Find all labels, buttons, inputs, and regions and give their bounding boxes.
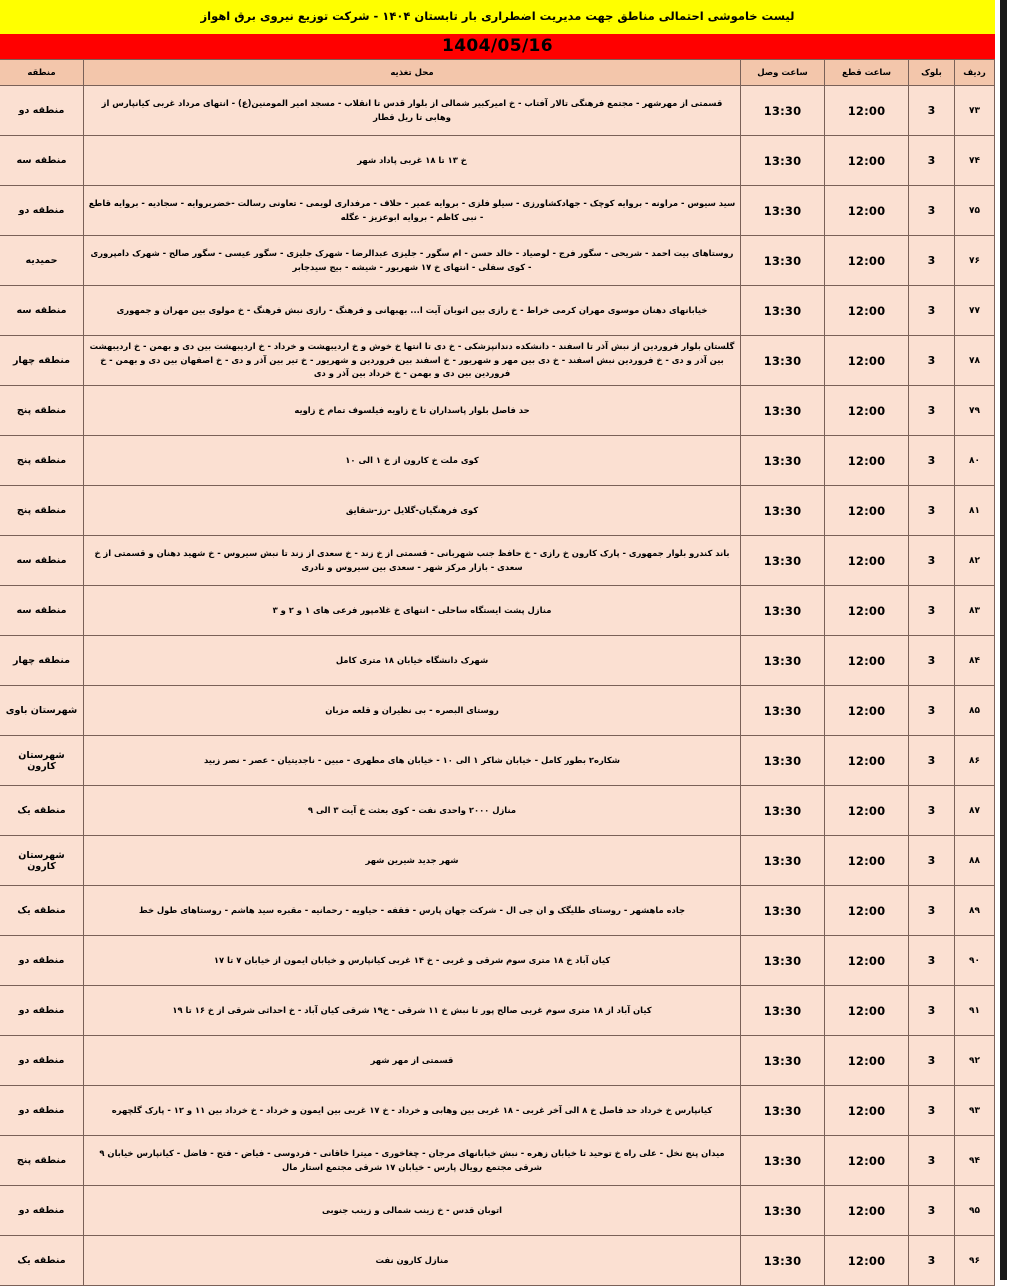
cell-mahal: قسمتی از مهرشهر - مجتمع فرهنگی تالار آفتاب - خ امیرکبیر شمالی از بلوار قدس تا انقلاب - مسجد امیر المومنین(ع) - انتهای مرداد غربی کیانپارس از وهابی تا ریل قطار [84, 86, 741, 136]
outage-table [0, 59, 995, 1286]
table-row [0, 936, 995, 986]
cell-block: 3 [909, 286, 955, 336]
cell-block: 3 [909, 1036, 955, 1086]
cell-block: 3 [909, 936, 955, 986]
table-row [0, 1086, 995, 1136]
cell-block: 3 [909, 136, 955, 186]
table-row [0, 286, 995, 336]
cell-radif: ۸۳ [955, 586, 995, 636]
table-row [0, 886, 995, 936]
table-row [0, 486, 995, 536]
table-row [0, 836, 995, 886]
cell-block: 3 [909, 86, 955, 136]
cell-ghat: 12:00 [825, 186, 909, 236]
cell-mantaghe: منطقه چهار [0, 636, 84, 686]
cell-mahal: اتوبان قدس - خ زینب شمالی و زینب جنوبی [84, 1186, 741, 1236]
cell-mahal: روستاهای بیت احمد - شریحی - سگور فرج - لوصیاد - خالد حسن - ام سگور - جلیزی عبدالرضا - شهرک جلیزی - سگور عیسی - سگور صالح - شهرک دامپروری - کوی سفلی - انتهای خ ۱۷ شهریور - شیشه - بیج سیدجابر [84, 236, 741, 286]
cell-mantaghe: منطقه چهار [0, 336, 84, 386]
cell-radif: ۹۲ [955, 1036, 995, 1086]
cell-block: 3 [909, 836, 955, 886]
table-row [0, 1136, 995, 1186]
cell-radif: ۸۷ [955, 786, 995, 836]
cell-mahal: منازل ۲۰۰۰ واحدی نفت - کوی بعثت خ آیت ۳ الی ۹ [84, 786, 741, 836]
cell-mantaghe: منطقه پنج [0, 386, 84, 436]
cell-radif: ۷۷ [955, 286, 995, 336]
cell-mantaghe: شهرستان کارون [0, 836, 84, 886]
cell-mantaghe: منطقه پنج [0, 486, 84, 536]
cell-vasl: 13:30 [741, 936, 825, 986]
cell-mahal: منازل کارون نفت [84, 1236, 741, 1286]
cell-block: 3 [909, 1086, 955, 1136]
cell-mantaghe: منطقه سه [0, 536, 84, 586]
cell-vasl: 13:30 [741, 736, 825, 786]
cell-mahal: باند کندرو بلوار جمهوری - پارک کارون خ رازی - خ حافظ جنب شهربانی - قسمتی از خ زند - خ سعدی از زند تا نبش سیروس - خ شهید دهنان و قسمتی از خ سعدی - بازار مرکز شهر - سعدی بین سیروس و نادری [84, 536, 741, 586]
cell-block: 3 [909, 786, 955, 836]
cell-radif: ۷۴ [955, 136, 995, 186]
cell-radif: ۹۰ [955, 936, 995, 986]
cell-mantaghe: شهرستان باوی [0, 686, 84, 736]
cell-radif: ۸۱ [955, 486, 995, 536]
cell-radif: ۸۶ [955, 736, 995, 786]
cell-vasl: 13:30 [741, 286, 825, 336]
cell-mahal: روستای البصره - بی نظیران و قلعه مزبان [84, 686, 741, 736]
cell-vasl: 13:30 [741, 486, 825, 536]
page-right-edge [995, 0, 1009, 1280]
table-row [0, 736, 995, 786]
table-row [0, 786, 995, 836]
cell-vasl: 13:30 [741, 1186, 825, 1236]
cell-radif: ۷۵ [955, 186, 995, 236]
cell-ghat: 12:00 [825, 936, 909, 986]
cell-radif: ۹۵ [955, 1186, 995, 1236]
table-row [0, 636, 995, 686]
cell-block: 3 [909, 886, 955, 936]
cell-block: 3 [909, 186, 955, 236]
cell-block: 3 [909, 1136, 955, 1186]
table-row [0, 236, 995, 286]
cell-mantaghe: منطقه سه [0, 286, 84, 336]
cell-vasl: 13:30 [741, 636, 825, 686]
cell-mahal: خ ۱۳ تا ۱۸ غربی پاداد شهر [84, 136, 741, 186]
cell-radif: ۸۲ [955, 536, 995, 586]
cell-mahal: شهرک دانشگاه خیابان ۱۸ متری کامل [84, 636, 741, 686]
cell-radif: ۹۴ [955, 1136, 995, 1186]
table-row [0, 1236, 995, 1286]
cell-ghat: 12:00 [825, 236, 909, 286]
cell-mahal: خیابانهای دهنان موسوی مهران کرمی خراط - خ رازی بین اتوبان آیت ا... بهبهانی و فرهنگ - رازی نبش فرهنگ - خ مولوی بین مهران و جمهوری [84, 286, 741, 336]
cell-vasl: 13:30 [741, 136, 825, 186]
cell-radif: ۸۴ [955, 636, 995, 686]
cell-mahal: کیان آباد خ ۱۸ متری سوم شرقی و غربی - خ ۱۴ غربی کیانپارس و خیابان ایمون از خیابان ۷ تا ۱۷ [84, 936, 741, 986]
cell-mahal: گلستان بلوار فروردین از نبش آذر تا اسفند - دانشکده دندانپزشکی - خ دی تا انتها خ خوش و خ اردیبهشت و خرداد - خ اردیبهشت بین دی و بهمن - خ اردیبهشت بین آذر و دی - خ فروردین نبش اسفند - خ دی بین مهر و شهریور - خ اسفند بین فروردین و شهریور - خ تیر بین آذر و دی - خ اصفهان بین دی و بهمن - خ فروردین بین دی و بهمن - خ خرداد بین آذر و دی [84, 336, 741, 386]
cell-ghat: 12:00 [825, 1186, 909, 1236]
cell-mantaghe: منطقه پنج [0, 1136, 84, 1186]
table-row [0, 1186, 995, 1236]
schedule-date: 1404/05/16 [0, 34, 995, 59]
table-row [0, 1036, 995, 1086]
cell-mantaghe: منطقه دو [0, 1086, 84, 1136]
cell-vasl: 13:30 [741, 1036, 825, 1086]
cell-ghat: 12:00 [825, 1236, 909, 1286]
cell-ghat: 12:00 [825, 536, 909, 586]
cell-vasl: 13:30 [741, 436, 825, 486]
cell-vasl: 13:30 [741, 1236, 825, 1286]
cell-vasl: 13:30 [741, 586, 825, 636]
cell-block: 3 [909, 486, 955, 536]
cell-radif: ۷۳ [955, 86, 995, 136]
cell-mantaghe: منطقه دو [0, 936, 84, 986]
table-body [0, 86, 995, 1286]
cell-mantaghe: حمیدیه [0, 236, 84, 286]
cell-vasl: 13:30 [741, 886, 825, 936]
cell-mahal: میدان پنج نخل - علی راه خ توحید تا خیابان زهره - نبش خیابانهای مرجان - چغاخوری - میترا خاقانی - فردوسی - فیاض - فتح - فاضل - کیانپارس خیابان ۹ شرقی مجتمع رویال پارس - خیابان ۱۷ شرقی مجتمع استار مال [84, 1136, 741, 1186]
table-row [0, 686, 995, 736]
cell-ghat: 12:00 [825, 86, 909, 136]
column-header-ghat: ساعت قطع [825, 60, 909, 86]
cell-mantaghe: منطقه دو [0, 1036, 84, 1086]
cell-block: 3 [909, 986, 955, 1036]
cell-block: 3 [909, 236, 955, 286]
cell-vasl: 13:30 [741, 536, 825, 586]
table-row [0, 436, 995, 486]
column-header-mahal: محل تغذیه [84, 60, 741, 86]
table-row [0, 86, 995, 136]
table-row [0, 986, 995, 1036]
cell-radif: ۷۹ [955, 386, 995, 436]
cell-mantaghe: منطقه پنج [0, 436, 84, 486]
cell-block: 3 [909, 586, 955, 636]
table-row [0, 136, 995, 186]
cell-radif: ۹۳ [955, 1086, 995, 1136]
cell-ghat: 12:00 [825, 336, 909, 386]
cell-mahal: جاده ماهشهر - روستای طلیگک و ان جی ال - شرکت جهان پارس - فقفه - حیاویه - رحمانیه - مقبره سید هاشم - روستاهای طول خط [84, 886, 741, 936]
cell-block: 3 [909, 686, 955, 736]
cell-mahal: کیانپارس خ خرداد حد فاصل خ ۸ الی آخر غربی - ۱۸ غربی بین وهابی و خرداد - خ ۱۷ غربی بین ایمون و خرداد - خ خرداد بین ۱۱ و ۱۲ - پارک گلچهره [84, 1086, 741, 1136]
cell-mahal: قسمتی از مهر شهر [84, 1036, 741, 1086]
table-row [0, 386, 995, 436]
cell-radif: ۹۶ [955, 1236, 995, 1286]
cell-radif: ۹۱ [955, 986, 995, 1036]
cell-mantaghe: منطقه یک [0, 786, 84, 836]
cell-ghat: 12:00 [825, 1136, 909, 1186]
cell-block: 3 [909, 336, 955, 386]
cell-vasl: 13:30 [741, 1136, 825, 1186]
cell-mahal: سید سیوس - مراونه - بروایه کوچک - جهادکشاورزی - سیلو فلزی - بروایه عمیر - حلاف - مرفداری لویمی - تعاونی رسالت -خضربروایه - سجادیه - بروایه قاطع - نبی کاظم - بروایه ابوعزیز - عگله [84, 186, 741, 236]
cell-ghat: 12:00 [825, 286, 909, 336]
cell-mahal: کوی فرهنگیان-گلایل -رز-شقایق [84, 486, 741, 536]
cell-vasl: 13:30 [741, 786, 825, 836]
column-header-vasl: ساعت وصل [741, 60, 825, 86]
cell-mahal: کوی ملت خ کارون از خ ۱ الی ۱۰ [84, 436, 741, 486]
cell-ghat: 12:00 [825, 836, 909, 886]
cell-ghat: 12:00 [825, 886, 909, 936]
cell-block: 3 [909, 636, 955, 686]
cell-block: 3 [909, 536, 955, 586]
cell-block: 3 [909, 1186, 955, 1236]
table-header [0, 60, 995, 86]
cell-mahal: شهر جدید شیرین شهر [84, 836, 741, 886]
cell-mantaghe: منطقه دو [0, 86, 84, 136]
cell-mantaghe: منطقه یک [0, 886, 84, 936]
cell-mantaghe: منطقه یک [0, 1236, 84, 1286]
cell-ghat: 12:00 [825, 986, 909, 1036]
cell-ghat: 12:00 [825, 636, 909, 686]
cell-radif: ۸۰ [955, 436, 995, 486]
cell-mahal: کیان آباد از ۱۸ متری سوم غربی صالح پور تا نبش خ ۱۱ شرقی - خ۱۹ شرقی کیان آباد - خ احداثی شرقی از خ ۱۶ تا ۱۹ [84, 986, 741, 1036]
cell-ghat: 12:00 [825, 486, 909, 536]
cell-vasl: 13:30 [741, 386, 825, 436]
cell-ghat: 12:00 [825, 1086, 909, 1136]
cell-mantaghe: منطقه دو [0, 186, 84, 236]
cell-radif: ۸۹ [955, 886, 995, 936]
cell-vasl: 13:30 [741, 986, 825, 1036]
cell-mantaghe: منطقه سه [0, 586, 84, 636]
cell-ghat: 12:00 [825, 386, 909, 436]
cell-radif: ۷۸ [955, 336, 995, 386]
cell-radif: ۸۸ [955, 836, 995, 886]
cell-mahal: حد فاصل بلوار پاسداران تا خ زاویه فیلسوف تمام خ زاویه [84, 386, 741, 436]
table-row [0, 336, 995, 386]
cell-ghat: 12:00 [825, 136, 909, 186]
cell-radif: ۷۶ [955, 236, 995, 286]
cell-block: 3 [909, 736, 955, 786]
cell-block: 3 [909, 436, 955, 486]
cell-mantaghe: شهرستان کارون [0, 736, 84, 786]
page-title: لیست خاموشی احتمالی مناطق جهت مدیریت اضطراری بار تابستان ۱۴۰۴ - شرکت توزیع نیروی برق اهواز [0, 0, 995, 34]
cell-mantaghe: منطقه سه [0, 136, 84, 186]
column-header-block: بلوک [909, 60, 955, 86]
column-header-radif: ردیف [955, 60, 995, 86]
cell-ghat: 12:00 [825, 586, 909, 636]
column-header-mantaghe: منطقه [0, 60, 84, 86]
cell-ghat: 12:00 [825, 686, 909, 736]
cell-vasl: 13:30 [741, 1086, 825, 1136]
cell-mahal: شکاره۲ بطور کامل - خیابان شاکر ۱ الی ۱۰ - خیابان های مطهری - مبین - ناجدیتیان - عصر - نصر زبید [84, 736, 741, 786]
cell-vasl: 13:30 [741, 836, 825, 886]
table-row [0, 186, 995, 236]
cell-vasl: 13:30 [741, 336, 825, 386]
cell-radif: ۸۵ [955, 686, 995, 736]
table-row [0, 586, 995, 636]
cell-mantaghe: منطقه دو [0, 986, 84, 1036]
cell-vasl: 13:30 [741, 236, 825, 286]
cell-vasl: 13:30 [741, 686, 825, 736]
table-row [0, 536, 995, 586]
cell-mantaghe: منطقه دو [0, 1186, 84, 1236]
cell-ghat: 12:00 [825, 436, 909, 486]
cell-block: 3 [909, 386, 955, 436]
cell-ghat: 12:00 [825, 1036, 909, 1086]
cell-vasl: 13:30 [741, 86, 825, 136]
cell-ghat: 12:00 [825, 736, 909, 786]
cell-ghat: 12:00 [825, 786, 909, 836]
cell-mahal: منازل پشت ایستگاه ساحلی - انتهای خ غلامپور فرعی های ۱ و ۲ و ۳ [84, 586, 741, 636]
header-row [0, 60, 995, 86]
cell-vasl: 13:30 [741, 186, 825, 236]
cell-block: 3 [909, 1236, 955, 1286]
